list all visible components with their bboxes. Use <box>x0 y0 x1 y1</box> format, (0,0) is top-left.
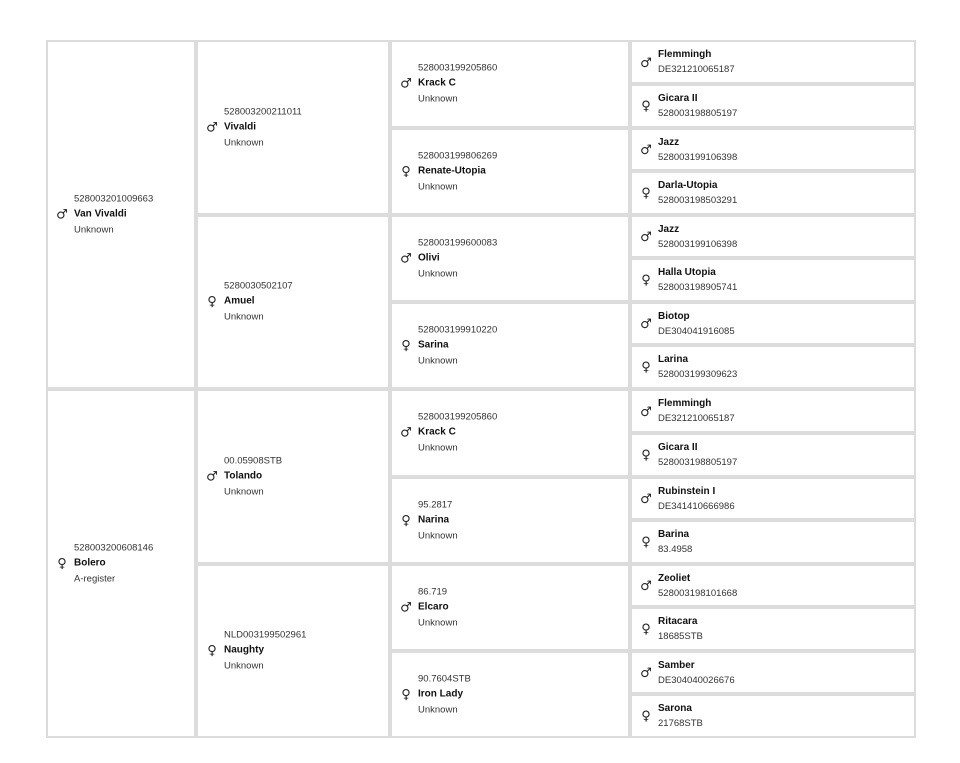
female-icon: ♀ <box>401 513 411 528</box>
horse-name[interactable]: Ritacara <box>658 616 698 627</box>
male-icon: ♂ <box>640 143 652 158</box>
pedigree-cell-grandparent[interactable] <box>196 564 390 738</box>
registration-number: 528003199106398 <box>658 238 738 250</box>
horse-name[interactable]: Zeoliet <box>658 572 691 584</box>
pedigree-cell-great-grandparent[interactable] <box>390 564 630 651</box>
female-icon: ♀ <box>401 338 411 353</box>
male-icon: ♂ <box>400 76 412 92</box>
female-icon: ♀ <box>641 272 651 288</box>
registration-status: Unknown <box>418 442 458 454</box>
horse-name[interactable]: Biotop <box>658 310 690 322</box>
registration-status: Unknown <box>224 311 264 323</box>
horse-name[interactable]: Flemmingh <box>658 398 712 409</box>
female-icon: ♀ <box>641 534 651 550</box>
pedigree-table <box>46 40 916 738</box>
registration-number: 528003199309623 <box>658 369 738 380</box>
pedigree-cell-grandparent[interactable] <box>196 215 390 389</box>
pedigree-cell-sire[interactable] <box>46 40 196 389</box>
pedigree-cell-dam[interactable] <box>46 389 196 738</box>
registration-number: 528003200608146 <box>74 542 154 553</box>
pedigree-cell-great-grandparent[interactable] <box>390 302 630 389</box>
registration-number: 528003198101668 <box>658 587 738 599</box>
female-icon: ♀ <box>641 98 651 114</box>
pedigree-cell-great-grandparent[interactable] <box>390 651 630 738</box>
male-icon: ♂ <box>206 469 218 484</box>
pedigree-cell-ancestor[interactable] <box>630 651 916 694</box>
pedigree-cell-ancestor[interactable] <box>630 345 916 389</box>
horse-name[interactable]: Barina <box>658 529 690 540</box>
registration-number: 18685STB <box>658 631 703 642</box>
registration-status: A-register <box>74 573 116 584</box>
horse-name[interactable]: Naughty <box>224 644 264 656</box>
pedigree-cell-ancestor[interactable] <box>630 128 916 171</box>
registration-number: DE304041916085 <box>658 325 735 337</box>
male-icon: ♂ <box>206 120 218 135</box>
male-icon: ♂ <box>640 579 652 594</box>
horse-name[interactable]: Van Vivaldi <box>74 208 127 219</box>
registration-number: 528003198905741 <box>658 282 738 293</box>
male-icon: ♂ <box>640 404 652 420</box>
horse-name[interactable]: Larina <box>658 354 689 365</box>
horse-name[interactable]: Rubinstein I <box>658 485 716 497</box>
pedigree-cell-ancestor[interactable] <box>630 40 916 84</box>
registration-number: DE321210065187 <box>658 64 735 75</box>
registration-number: 528003198503291 <box>658 195 738 206</box>
male-icon: ♂ <box>400 425 412 441</box>
registration-number: DE321210065187 <box>658 413 735 424</box>
registration-number: 528003199205860 <box>418 411 498 423</box>
male-icon: ♂ <box>640 230 652 245</box>
pedigree-cell-ancestor[interactable] <box>630 477 916 520</box>
horse-name[interactable]: Halla Utopia <box>658 267 716 278</box>
registration-number: 21768STB <box>658 718 703 729</box>
pedigree-cell-ancestor[interactable] <box>630 607 916 651</box>
pedigree-cell-great-grandparent[interactable] <box>390 215 630 302</box>
pedigree-cell-ancestor[interactable] <box>630 520 916 564</box>
horse-name[interactable]: Krack C <box>418 77 456 89</box>
pedigree-cell-ancestor[interactable] <box>630 433 916 477</box>
registration-number: DE304040026676 <box>658 674 735 686</box>
registration-number: 528003201009663 <box>74 193 154 204</box>
pedigree-cell-ancestor[interactable] <box>630 389 916 433</box>
registration-status: Unknown <box>224 137 264 148</box>
pedigree-cell-ancestor[interactable] <box>630 215 916 258</box>
male-icon: ♂ <box>640 55 652 71</box>
female-icon: ♀ <box>641 708 651 724</box>
horse-name[interactable]: Sarona <box>658 703 692 714</box>
female-icon: ♀ <box>641 185 651 201</box>
horse-name[interactable]: Renate-Utopia <box>418 165 486 176</box>
registration-status: Unknown <box>418 704 458 715</box>
pedigree-cell-grandparent[interactable] <box>196 40 390 215</box>
male-icon: ♂ <box>640 666 652 681</box>
horse-name[interactable]: Amuel <box>224 295 255 307</box>
horse-name[interactable]: Jazz <box>658 136 680 148</box>
female-icon: ♀ <box>57 556 67 571</box>
registration-status: Unknown <box>418 617 458 628</box>
registration-number: 528003199205860 <box>418 62 498 74</box>
horse-name[interactable]: Gicara II <box>658 442 698 453</box>
female-icon: ♀ <box>207 643 217 659</box>
female-icon: ♀ <box>641 359 651 375</box>
registration-number: 5280030502107 <box>224 280 293 292</box>
female-icon: ♀ <box>401 687 411 702</box>
female-icon: ♀ <box>207 294 217 310</box>
registration-number: 528003199600083 <box>418 237 498 248</box>
horse-name[interactable]: Krack C <box>418 426 456 438</box>
registration-status: Unknown <box>418 355 458 366</box>
horse-name[interactable]: Flemmingh <box>658 49 712 60</box>
pedigree-cell-ancestor[interactable] <box>630 258 916 302</box>
horse-name[interactable]: Darla-Utopia <box>658 180 718 191</box>
registration-number: 00.05908STB <box>224 455 283 466</box>
registration-number: 528003198805197 <box>658 108 738 119</box>
male-icon: ♂ <box>640 492 652 507</box>
registration-status: Unknown <box>418 268 458 279</box>
horse-name[interactable]: Olivi <box>418 252 440 263</box>
female-icon: ♀ <box>641 621 651 637</box>
male-icon: ♂ <box>400 600 412 615</box>
pedigree-cell-great-grandparent[interactable] <box>390 477 630 564</box>
horse-name[interactable]: Vivaldi <box>224 121 257 132</box>
pedigree-cell-great-grandparent[interactable] <box>390 389 630 477</box>
registration-number: 86.719 <box>418 586 448 597</box>
female-icon: ♀ <box>401 164 411 179</box>
horse-name[interactable]: Gicara II <box>658 93 698 104</box>
registration-number: 528003198805197 <box>658 457 738 468</box>
horse-name[interactable]: Bolero <box>74 557 106 568</box>
female-icon: ♀ <box>641 447 651 463</box>
horse-name[interactable]: Jazz <box>658 223 680 235</box>
pedigree-cell-great-grandparent[interactable] <box>390 128 630 215</box>
pedigree-cell-ancestor[interactable] <box>630 171 916 215</box>
pedigree-cell-ancestor[interactable] <box>630 694 916 738</box>
registration-number: 83.4958 <box>658 544 693 555</box>
horse-name[interactable]: Elcaro <box>418 601 449 612</box>
registration-status: Unknown <box>418 530 458 541</box>
pedigree-cell-grandparent[interactable] <box>196 389 390 564</box>
registration-number: 90.7604STB <box>418 673 471 684</box>
pedigree-cell-ancestor[interactable] <box>630 84 916 128</box>
registration-number: 528003199106398 <box>658 151 738 163</box>
registration-status: Unknown <box>224 486 264 497</box>
pedigree-cell-ancestor[interactable] <box>630 564 916 607</box>
pedigree-cell-great-grandparent[interactable] <box>390 40 630 128</box>
registration-number: NLD003199502961 <box>224 629 307 641</box>
registration-number: 95.2817 <box>418 499 453 510</box>
horse-name[interactable]: Narina <box>418 514 450 525</box>
registration-status: Unknown <box>418 93 458 105</box>
horse-name[interactable]: Tolando <box>224 470 263 481</box>
pedigree-cell-ancestor[interactable] <box>630 302 916 345</box>
registration-number: DE341410666986 <box>658 500 735 512</box>
horse-name[interactable]: Sarina <box>418 339 449 350</box>
registration-status: Unknown <box>74 224 114 235</box>
registration-status: Unknown <box>224 660 264 672</box>
registration-status: Unknown <box>418 181 458 192</box>
registration-number: 528003200211011 <box>224 106 302 117</box>
male-icon: ♂ <box>640 317 652 332</box>
horse-name[interactable]: Iron Lady <box>418 688 464 699</box>
registration-number: 528003199806269 <box>418 150 498 161</box>
male-icon: ♂ <box>400 251 412 266</box>
male-icon: ♂ <box>56 207 68 222</box>
registration-number: 528003199910220 <box>418 324 498 335</box>
horse-name[interactable]: Samber <box>658 659 695 671</box>
